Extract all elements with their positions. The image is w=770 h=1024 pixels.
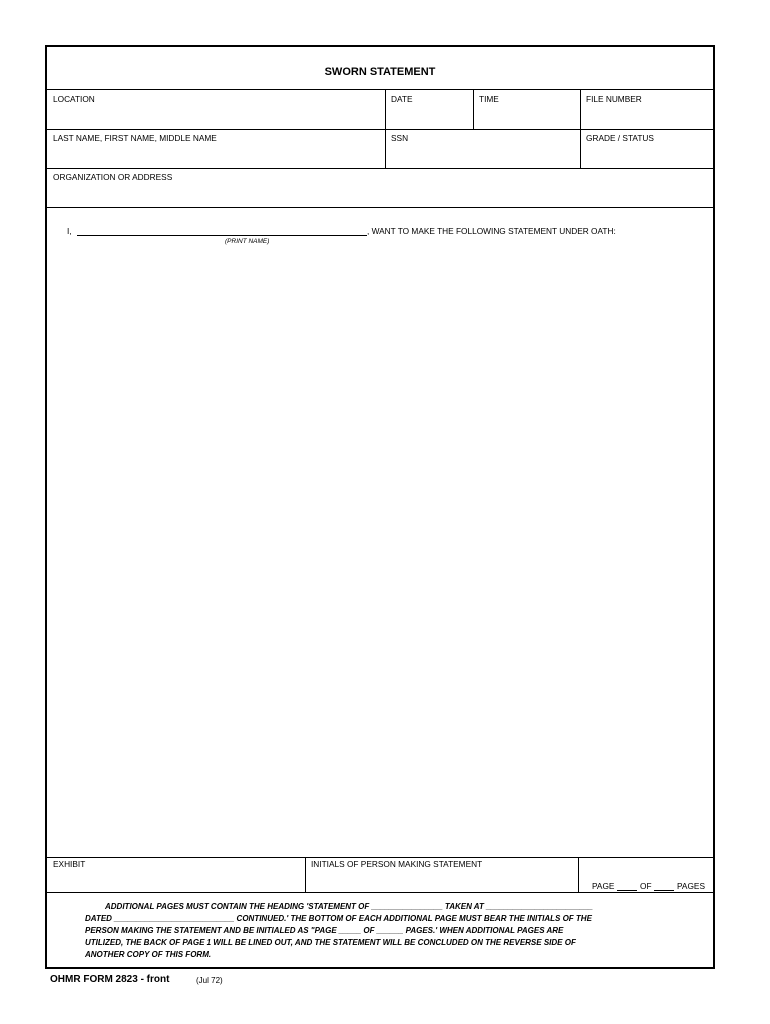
- instruction-line: ANOTHER COPY OF THIS FORM.: [85, 950, 212, 959]
- page-label: PAGE: [592, 881, 615, 891]
- additional-pages-instructions: [85, 901, 685, 961]
- form-revision-date: (Jul 72): [196, 976, 223, 985]
- initials-field[interactable]: [305, 857, 578, 892]
- rule-row3: [47, 207, 713, 208]
- form-title: SWORN STATEMENT: [324, 66, 436, 78]
- location-label: LOCATION: [53, 94, 95, 104]
- statement-body-area[interactable]: [47, 247, 713, 855]
- file-number-field[interactable]: [580, 89, 713, 129]
- time-label: TIME: [479, 94, 499, 104]
- name-label: LAST NAME, FIRST NAME, MIDDLE NAME: [53, 133, 217, 143]
- print-name-blank[interactable]: [77, 235, 367, 236]
- ssn-field[interactable]: [385, 129, 580, 168]
- rule-instructions: [47, 892, 713, 893]
- sworn-statement-form: [45, 45, 715, 969]
- date-field[interactable]: [385, 89, 473, 129]
- grade-status-field[interactable]: [580, 129, 713, 168]
- form-number: OHMR FORM 2823 - front: [50, 974, 170, 985]
- of-label: OF: [640, 881, 652, 891]
- initials-label: INITIALS OF PERSON MAKING STATEMENT: [311, 859, 483, 869]
- print-name-caption: (PRINT NAME): [225, 238, 270, 245]
- file-number-label: FILE NUMBER: [586, 94, 642, 104]
- time-field[interactable]: [473, 89, 580, 129]
- organization-label: ORGANIZATION OR ADDRESS: [53, 172, 173, 182]
- instruction-line: ADDITIONAL PAGES MUST CONTAIN THE HEADING 'STATEMENT OF ________________ TAKEN AT ________________________: [105, 902, 593, 911]
- exhibit-label: EXHIBIT: [53, 859, 86, 869]
- instruction-line: PERSON MAKING THE STATEMENT AND BE INITIALED AS "PAGE _____ OF ______ PAGES.' WHEN ADDITIONAL PAGES ARE: [85, 926, 564, 935]
- organization-field[interactable]: [47, 168, 713, 207]
- instruction-line: DATED ___________________________ CONTINUED.' THE BOTTOM OF EACH ADDITIONAL PAGE MUST BEAR THE INITIALS OF THE: [85, 914, 592, 923]
- ssn-label: SSN: [391, 133, 409, 143]
- pages-label: PAGES: [677, 881, 705, 891]
- page-total-blank[interactable]: [654, 890, 674, 891]
- grade-status-label: GRADE / STATUS: [586, 133, 654, 143]
- oath-prefix: I,: [67, 226, 72, 236]
- page-number-blank[interactable]: [617, 890, 637, 891]
- date-label: DATE: [391, 94, 413, 104]
- exhibit-field[interactable]: [47, 857, 305, 892]
- oath-suffix: , WANT TO MAKE THE FOLLOWING STATEMENT UNDER OATH:: [367, 226, 616, 236]
- instruction-line: UTILIZED, THE BACK OF PAGE 1 WILL BE LINED OUT, AND THE STATEMENT WILL BE CONCLUDED ON THE REVERSE SIDE OF: [85, 938, 576, 947]
- divider-page: [578, 857, 579, 892]
- location-field[interactable]: [47, 89, 385, 129]
- name-field[interactable]: [47, 129, 385, 168]
